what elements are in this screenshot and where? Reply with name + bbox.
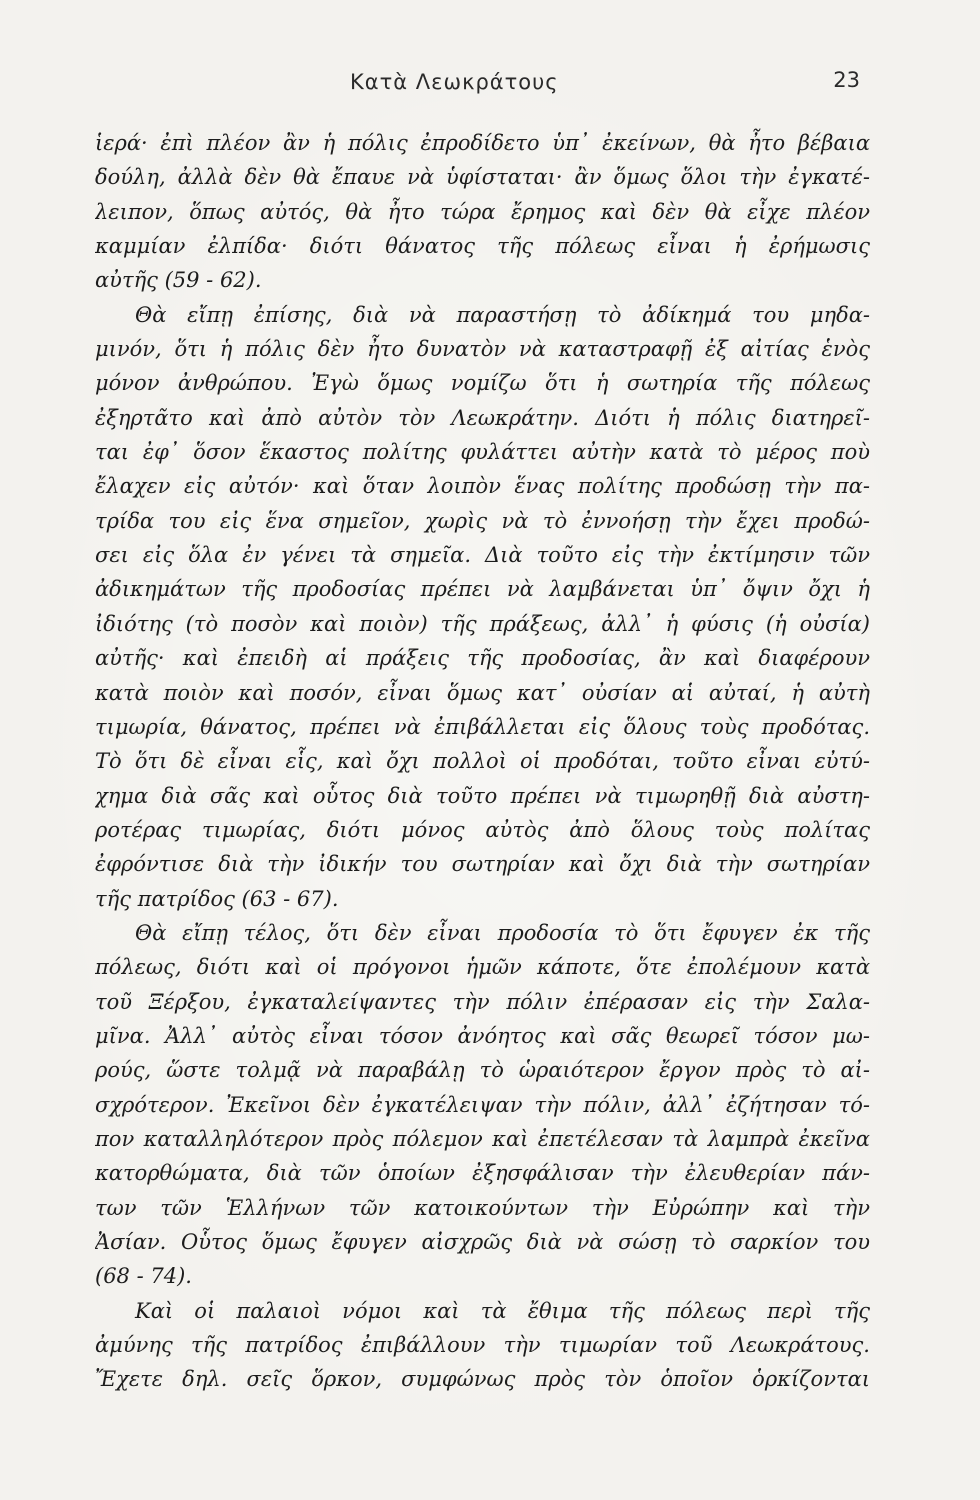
text-line: Ἔχετε δηλ. σεῖς ὅρκον, συμφώνως πρὸς τὸν ὁποῖον ὁρκίζονται — [95, 1367, 870, 1392]
text-line: αὐτῆς· καὶ ἐπειδὴ αἱ πράξεις τῆς προδοσίας, ἂν καὶ διαφέρουν — [95, 646, 870, 671]
text-line: Θὰ εἴπῃ τέλος, ὅτι δὲν εἶναι προδοσία τὸ ὅτι ἔφυγεν ἐκ τῆς — [135, 920, 870, 945]
text-line: ἐφρόντισε διὰ τὴν ἰδικήν του σωτηρίαν καὶ ὄχι διὰ τὴν σωτηρίαν — [95, 852, 870, 877]
text-line: σει εἰς ὅλα ἐν γένει τὰ σημεῖα. Διὰ τοῦτο εἰς τὴν ἐκτίμησιν τῶν — [95, 543, 870, 568]
text-line: ἔλαχεν εἰς αὐτόν· καὶ ὅταν λοιπὸν ἕνας πολίτης προδώσῃ τὴν πα- — [95, 474, 870, 499]
text-line: κατορθώματα, διὰ τῶν ὁποίων ἐξησφάλισαν τὴν ἐλευθερίαν πάν- — [95, 1161, 870, 1186]
text-line: μόνον ἀνθρώπου. Ἐγὼ ὅμως νομίζω ὅτι ἡ σωτηρία τῆς πόλεως — [95, 371, 870, 396]
text-line: μῖνα. Ἀλλ᾿ αὐτὸς εἶναι τόσον ἀνόητος καὶ σᾶς θεωρεῖ τόσον μω- — [95, 1023, 870, 1048]
text-line: πον καταλληλότερον πρὸς πόλεμον καὶ ἐπετέλεσαν τὰ λαμπρὰ ἐκεῖνα — [95, 1126, 870, 1151]
text-body — [95, 126, 870, 1397]
text-line: Θὰ εἴπῃ ἐπίσης, διὰ νὰ παραστήσῃ τὸ ἀδίκημά του μηδα- — [135, 302, 870, 327]
text-line: Καὶ οἱ παλαιοὶ νόμοι καὶ τὰ ἔθιμα τῆς πόλεως περὶ τῆς — [135, 1298, 870, 1323]
text-line: ἱερά· ἐπὶ πλέον ἂν ἡ πόλις ἐπροδίδετο ὑπ᾿ ἐκείνων, θὰ ἦτο βέβαια — [95, 131, 870, 155]
text-line: ται ἐφ᾿ ὅσον ἕκαστος πολίτης φυλάττει αὐτὴν κατὰ τὸ μέρος ποὺ — [95, 440, 870, 465]
running-head: Κατὰ Λεωκράτους — [350, 70, 559, 94]
text-line: ρούς, ὥστε τολμᾷ νὰ παραβάλῃ τὸ ὡραιότερον ἔργον πρὸς τὸ αἰ- — [95, 1058, 870, 1083]
text-line: ἀδικημάτων τῆς προδοσίας πρέπει νὰ λαμβάνεται ὑπ᾿ ὄψιν ὄχι ἡ — [95, 577, 870, 602]
text-line: ἀμύνης τῆς πατρίδος ἐπιβάλλουν τὴν τιμωρίαν τοῦ Λεωκράτους. — [95, 1333, 870, 1358]
text-line: τρίδα του εἰς ἕνα σημεῖον, χωρὶς νὰ τὸ ἐννοήσῃ τὴν ἔχει προδώ- — [95, 508, 870, 533]
text-line: των τῶν Ἑλλήνων τῶν κατοικούντων τὴν Εὐρώπην καὶ τὴν — [95, 1195, 870, 1220]
text-line: (68 - 74). — [95, 1264, 192, 1289]
text-line: πόλεως, διότι καὶ οἱ πρόγονοι ἡμῶν κάποτε, ὅτε ἐπολέμουν κατὰ — [95, 955, 870, 980]
text-line: καμμίαν ἐλπίδα· διότι θάνατος τῆς πόλεως εἶναι ἡ ἐρήμωσις — [95, 234, 870, 259]
text-line: αὐτῆς (59 - 62). — [95, 268, 262, 293]
text-line: χημα διὰ σᾶς καὶ οὗτος διὰ τοῦτο πρέπει νὰ τιμωρηθῇ διὰ αὐστη- — [95, 783, 870, 808]
text-line: Ἀσίαν. Οὗτος ὅμως ἔφυγεν αἰσχρῶς διὰ νὰ σώσῃ τὸ σαρκίον του — [95, 1230, 870, 1254]
text-line: κατὰ ποιὸν καὶ ποσόν, εἶναι ὅμως κατ᾿ οὐσίαν αἱ αὐταί, ἡ αὐτὴ — [95, 680, 870, 705]
text-line: ἐξηρτᾶτο καὶ ἀπὸ αὐτὸν τὸν Λεωκράτην. Διότι ἡ πόλις διατηρεῖ- — [95, 405, 870, 430]
text-line: ροτέρας τιμωρίας, διότι μόνος αὐτὸς ἀπὸ ὅλους τοὺς πολίτας — [95, 817, 870, 842]
text-line: ἰδιότης (τὸ ποσὸν καὶ ποιὸν) τῆς πράξεως, ἀλλ᾿ ἡ φύσις (ἡ οὐσία) — [95, 611, 870, 636]
text-line: λειπον, ὅπως αὐτός, θὰ ἦτο τώρα ἔρημος καὶ δὲν θὰ εἶχε πλέον — [95, 199, 870, 224]
page-number: 23 — [833, 68, 860, 92]
text-line: Τὸ ὅτι δὲ εἶναι εἷς, καὶ ὄχι πολλοὶ οἱ προδόται, τοῦτο εἶναι εὐτύ- — [95, 749, 870, 774]
text-line: σχρότερον. Ἐκεῖνοι δὲν ἐγκατέλειψαν τὴν πόλιν, ἀλλ᾿ ἐζήτησαν τό- — [95, 1092, 870, 1117]
text-line: δούλη, ἀλλὰ δὲν θὰ ἔπαυε νὰ ὑφίσταται· ἂν ὅμως ὅλοι τὴν ἐγκατέ- — [95, 165, 870, 190]
text-line: τιμωρία, θάνατος, πρέπει νὰ ἐπιβάλλεται εἰς ὅλους τοὺς προδότας. — [95, 714, 870, 739]
text-line: τῆς πατρίδος (63 - 67). — [95, 886, 339, 911]
text-line: μινόν, ὅτι ἡ πόλις δὲν ἦτο δυνατὸν νὰ καταστραφῇ ἐξ αἰτίας ἑνὸς — [95, 337, 870, 362]
text-line: τοῦ Ξέρξου, ἐγκαταλείψαντες τὴν πόλιν ἐπέρασαν εἰς τὴν Σαλα- — [95, 989, 870, 1014]
